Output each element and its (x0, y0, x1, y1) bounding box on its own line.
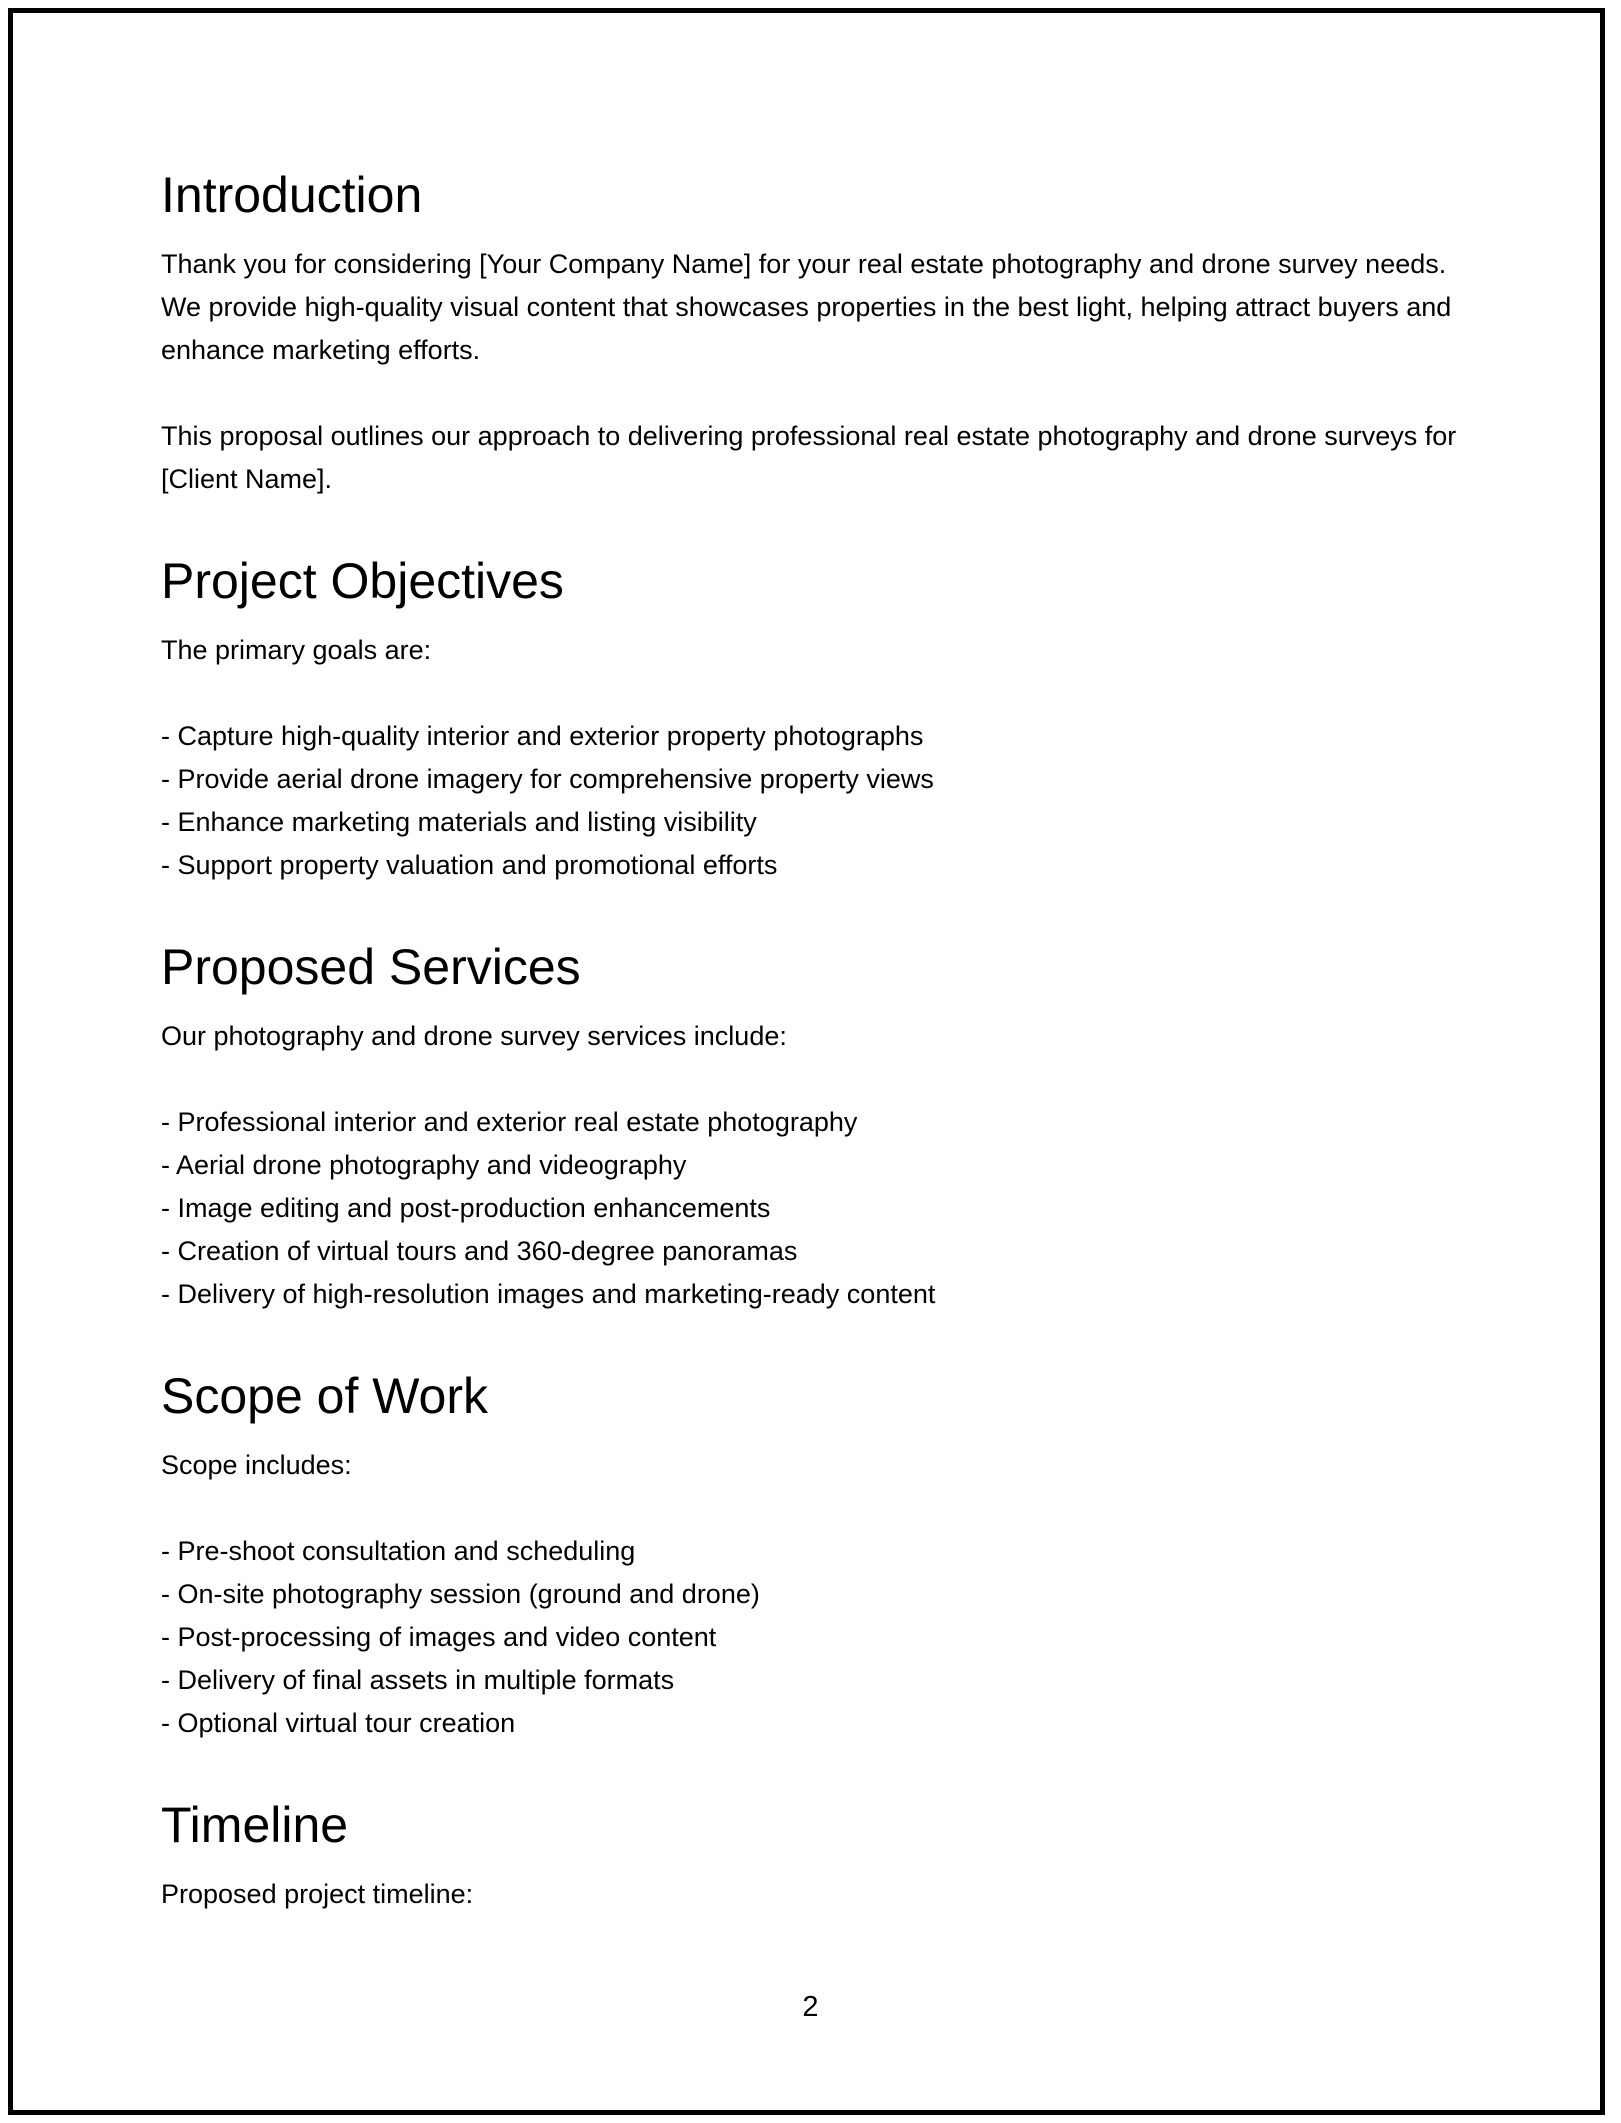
section-timeline (161, 1795, 1491, 1916)
list-item: - Image editing and post-production enhancements (161, 1193, 771, 1223)
list-item: - Provide aerial drone imagery for comprehensive property views (161, 764, 934, 794)
scope-intro: Scope includes: (161, 1450, 352, 1480)
section-scope-of-work (161, 1366, 1491, 1745)
objectives-list (161, 715, 1491, 887)
list-item: - Delivery of final assets in multiple formats (161, 1665, 675, 1695)
section-project-objectives (161, 551, 1491, 887)
heading-introduction: Introduction (161, 167, 423, 223)
document-body (161, 165, 1491, 1966)
list-item: - Aerial drone photography and videography (161, 1150, 687, 1180)
timeline-intro: Proposed project timeline: (161, 1879, 474, 1909)
scope-list (161, 1530, 1491, 1745)
objectives-intro: The primary goals are: (161, 635, 432, 665)
intro-paragraph-2: This proposal outlines our approach to delivering professional real estate photography and drone surveys for [Client Name]. (161, 421, 1457, 494)
list-item: - Support property valuation and promotional efforts (161, 850, 778, 880)
section-proposed-services (161, 937, 1491, 1316)
list-item: - Capture high-quality interior and exterior property photographs (161, 721, 924, 751)
list-item: - Post-processing of images and video content (161, 1622, 717, 1652)
list-item: - On-site photography session (ground and drone) (161, 1579, 760, 1609)
services-list (161, 1101, 1491, 1316)
list-item: - Creation of virtual tours and 360-degree panoramas (161, 1236, 798, 1266)
list-item: - Optional virtual tour creation (161, 1708, 516, 1738)
page-number: 2 (802, 1991, 819, 2023)
heading-scope-of-work: Scope of Work (161, 1368, 489, 1424)
list-item: - Enhance marketing materials and listing visibility (161, 807, 757, 837)
list-item: - Delivery of high-resolution images and marketing-ready content (161, 1279, 936, 1309)
heading-timeline: Timeline (161, 1797, 349, 1853)
heading-project-objectives: Project Objectives (161, 553, 564, 609)
list-item: - Professional interior and exterior real estate photography (161, 1107, 858, 1137)
intro-paragraph-1: Thank you for considering [Your Company Name] for your real estate photography and drone survey needs. We provide high-quality visual content that showcases properties in the best light, helping attract buyers and enhance marketing efforts. (161, 249, 1452, 365)
heading-proposed-services: Proposed Services (161, 939, 581, 995)
list-item: - Pre-shoot consultation and scheduling (161, 1536, 636, 1566)
section-introduction (161, 165, 1491, 501)
services-intro: Our photography and drone survey services include: (161, 1021, 787, 1051)
